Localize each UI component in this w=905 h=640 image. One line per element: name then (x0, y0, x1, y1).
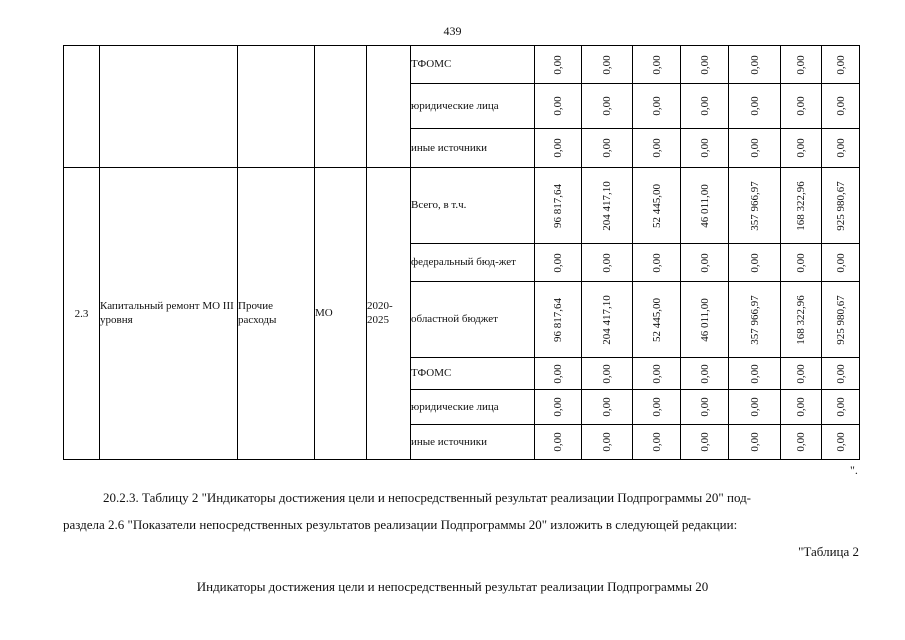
value-text: 0,00 (748, 397, 761, 417)
value-text: 168 322,96 (795, 294, 807, 345)
value-text: 46 011,00 (698, 297, 711, 342)
value-text: 0,00 (795, 138, 807, 158)
value-cell (781, 425, 822, 460)
value-text: 0,00 (552, 432, 564, 452)
value-text: 96 817,64 (552, 183, 564, 228)
value-text: 0,00 (698, 397, 711, 417)
value-cell (633, 46, 681, 84)
value-text: 0,00 (552, 363, 564, 384)
value-cell (633, 425, 681, 460)
cont-cell-type (238, 46, 315, 168)
executor: МО (315, 168, 367, 460)
value-cell (729, 358, 781, 390)
value-cell (729, 244, 781, 282)
period: 2020-2025 (367, 168, 411, 460)
value-cell (535, 244, 582, 282)
value-text: 0,00 (552, 54, 564, 75)
value-text: 0,00 (650, 54, 663, 75)
value-text: 0,00 (834, 432, 847, 452)
value-text: 0,00 (698, 138, 711, 158)
value-cell (535, 84, 582, 129)
paragraph-line-2: раздела 2.6 "Показатели непосредственных результатов реализации Подпрограммы 20" изложить в следующей редакции: (63, 517, 738, 532)
value-cell (633, 129, 681, 168)
value-text: 0,00 (748, 54, 761, 75)
source-cell: иные источники (411, 129, 535, 168)
value-text: 0,00 (834, 96, 847, 116)
value-cell (822, 168, 860, 244)
source-cell: ТФОМС (411, 358, 535, 390)
value-cell (822, 358, 860, 390)
value-cell (681, 282, 729, 358)
value-cell (781, 129, 822, 168)
value-text: 52 445,00 (650, 183, 663, 228)
value-cell (582, 244, 633, 282)
value-text: 0,00 (795, 363, 807, 384)
value-cell (781, 282, 822, 358)
value-cell (822, 46, 860, 84)
value-cell (681, 390, 729, 425)
value-text: 0,00 (698, 54, 711, 75)
value-cell (582, 282, 633, 358)
cont-cell-period (367, 46, 411, 168)
value-text: 0,00 (795, 252, 807, 273)
value-text: 0,00 (650, 363, 663, 384)
value-cell (681, 425, 729, 460)
value-cell (781, 84, 822, 129)
value-text: 46 011,00 (698, 183, 711, 228)
value-cell (781, 46, 822, 84)
page-number: 439 (443, 24, 462, 38)
value-text: 0,00 (601, 397, 613, 417)
value-cell (822, 282, 860, 358)
source-cell: юридические лица (411, 390, 535, 425)
value-text: 0,00 (650, 96, 663, 116)
value-cell (822, 390, 860, 425)
value-cell (582, 129, 633, 168)
value-text: 0,00 (601, 138, 613, 158)
value-text: 0,00 (698, 252, 711, 273)
value-cell (681, 129, 729, 168)
financing-table (63, 45, 860, 460)
value-text: 0,00 (601, 96, 613, 116)
source-cell: иные источники (411, 425, 535, 460)
value-cell (582, 425, 633, 460)
value-cell (681, 358, 729, 390)
value-text: 0,00 (795, 397, 807, 417)
value-cell (822, 84, 860, 129)
closing-quote: ". (850, 463, 858, 477)
value-cell (729, 129, 781, 168)
value-text: 0,00 (698, 432, 711, 452)
value-text: 96 817,64 (552, 297, 564, 342)
value-cell (681, 168, 729, 244)
source-cell: областной бюджет (411, 282, 535, 358)
value-cell (781, 244, 822, 282)
expense-type: Прочие расходы (238, 168, 315, 460)
value-cell (582, 390, 633, 425)
value-text: 0,00 (650, 397, 663, 417)
value-cell (822, 425, 860, 460)
measure-name: Капитальный ремонт МО III уровня (100, 168, 238, 460)
source-cell: ТФОМС (411, 46, 535, 84)
value-cell (535, 282, 582, 358)
value-text: 0,00 (795, 54, 807, 75)
value-cell (781, 168, 822, 244)
value-cell (535, 168, 582, 244)
value-text: 52 445,00 (650, 297, 663, 342)
value-cell (822, 244, 860, 282)
cont-cell-num (64, 46, 100, 168)
value-cell (729, 282, 781, 358)
value-text: 925 980,67 (834, 180, 847, 231)
value-text: 0,00 (552, 138, 564, 158)
value-cell (535, 46, 582, 84)
table-label: "Таблица 2 (798, 544, 859, 559)
value-cell (681, 46, 729, 84)
value-cell (681, 244, 729, 282)
value-text: 168 322,96 (795, 180, 807, 231)
value-cell (729, 425, 781, 460)
value-cell (633, 168, 681, 244)
value-cell (781, 390, 822, 425)
row-number: 2.3 (64, 168, 100, 460)
value-cell (535, 358, 582, 390)
value-cell (633, 390, 681, 425)
value-text: 0,00 (834, 138, 847, 158)
value-cell (535, 390, 582, 425)
value-cell (633, 358, 681, 390)
value-text: 0,00 (601, 54, 613, 75)
value-text: 0,00 (748, 138, 761, 158)
value-cell (729, 46, 781, 84)
value-cell (729, 390, 781, 425)
value-text: 925 980,67 (834, 294, 847, 345)
value-cell (535, 129, 582, 168)
cont-cell-executor (315, 46, 367, 168)
value-cell (681, 84, 729, 129)
value-text: 0,00 (650, 252, 663, 273)
value-cell (582, 358, 633, 390)
value-cell (582, 84, 633, 129)
value-text: 0,00 (552, 252, 564, 273)
source-cell: юридические лица (411, 84, 535, 129)
value-text: 0,00 (834, 54, 847, 75)
value-cell (729, 84, 781, 129)
table-row (64, 168, 860, 244)
value-text: 357 966,97 (748, 294, 761, 345)
value-text: 0,00 (748, 432, 761, 452)
value-text: 0,00 (601, 252, 613, 273)
value-cell (781, 358, 822, 390)
value-text: 357 966,97 (748, 180, 761, 231)
table-row (64, 46, 860, 84)
value-text: 0,00 (601, 432, 613, 452)
value-text: 0,00 (601, 363, 613, 384)
value-text: 0,00 (834, 397, 847, 417)
value-text: 0,00 (698, 363, 711, 384)
value-cell (633, 282, 681, 358)
value-text: 0,00 (748, 363, 761, 384)
value-text: 0,00 (834, 252, 847, 273)
table-title: Индикаторы достижения цели и непосредственный результат реализации Подпрограммы 20 (196, 579, 709, 594)
value-cell (535, 425, 582, 460)
value-text: 0,00 (552, 96, 564, 116)
source-cell: федеральный бюд-жет (411, 244, 535, 282)
value-cell (729, 168, 781, 244)
value-cell (582, 168, 633, 244)
value-text: 0,00 (552, 397, 564, 417)
value-cell (633, 244, 681, 282)
value-text: 0,00 (795, 432, 807, 452)
paragraph-line-1: 20.2.3. Таблицу 2 "Индикаторы достижения цели и непосредственный результат реализации Подпрограммы 20" под- (103, 490, 752, 505)
value-cell (822, 129, 860, 168)
value-text: 0,00 (650, 138, 663, 158)
source-cell: Всего, в т.ч. (411, 168, 535, 244)
value-text: 0,00 (698, 96, 711, 116)
value-text: 0,00 (834, 363, 847, 384)
value-text: 0,00 (795, 96, 807, 116)
value-cell (582, 46, 633, 84)
value-text: 0,00 (748, 96, 761, 116)
value-text: 204 417,10 (601, 180, 613, 231)
value-text: 0,00 (650, 432, 663, 452)
value-text: 204 417,10 (601, 294, 613, 345)
value-cell (633, 84, 681, 129)
value-text: 0,00 (748, 252, 761, 273)
cont-cell-name (100, 46, 238, 168)
